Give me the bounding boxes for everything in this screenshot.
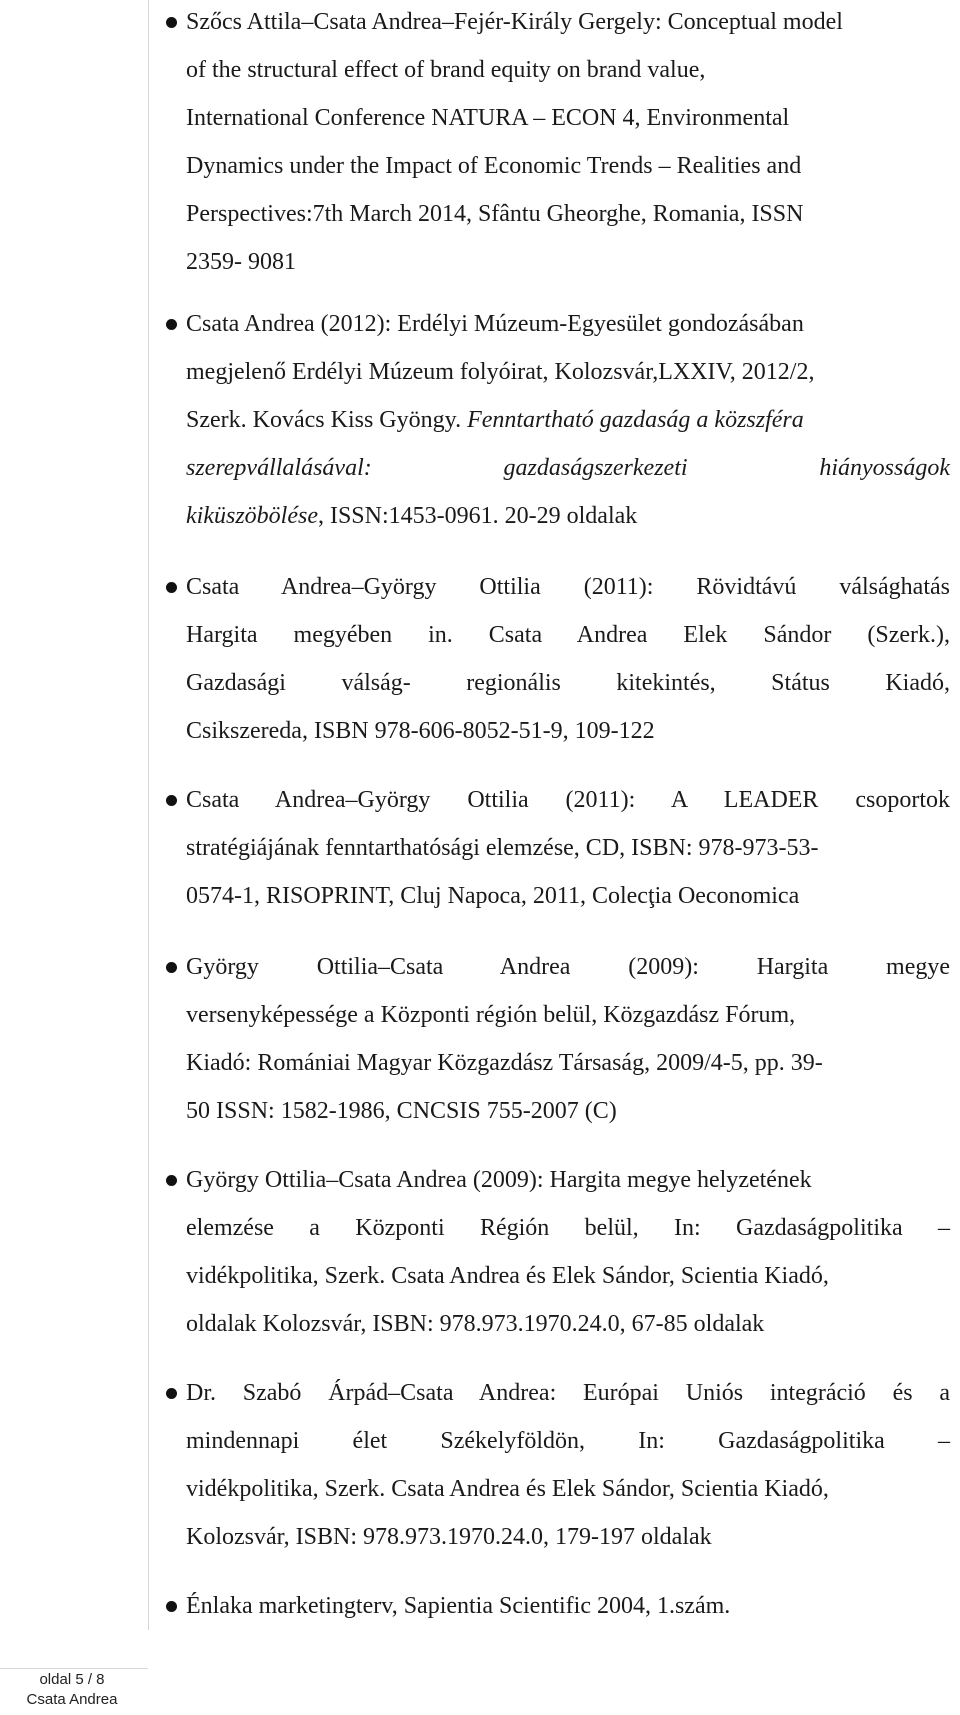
- entry-line: International Conference NATURA – ECON 4, Environmental: [186, 105, 790, 131]
- entry-line: Kiadó: Romániai Magyar Közgazdász Társaság, 2009/4-5, pp. 39-: [186, 1050, 823, 1076]
- entry-title-italic: kiküszöbölése: [186, 503, 318, 529]
- entry-line: Csata Andrea (2012): Erdélyi Múzeum-Egyesület gondozásában: [186, 311, 804, 337]
- publication-entry: [186, 776, 950, 920]
- entry-text: Szerk. Kovács Kiss Gyöngy.: [186, 407, 468, 433]
- entry-title-italic: szerepvállalásával: gazdaságszerkezeti hiányosságok: [186, 455, 950, 481]
- page-number: oldal 5 / 8: [39, 1671, 105, 1688]
- entry-line: [186, 492, 950, 540]
- entry-line: elemzése a Központi Régión belül, In: Gazdaságpolitika –: [186, 1215, 950, 1241]
- entry-line: vidékpolitika, Szerk. Csata Andrea és Elek Sándor, Scientia Kiadó,: [186, 1263, 829, 1289]
- entry-line: Perspectives:7th March 2014, Sfântu Gheorghe, Romania, ISSN: [186, 201, 804, 227]
- entry-line: Szőcs Attila–Csata Andrea–Fejér-Király Gergely: Conceptual model: [186, 9, 843, 35]
- entry-line: György Ottilia–Csata Andrea (2009): Hargita megye helyzetének: [186, 1167, 812, 1193]
- entry-line: stratégiájának fenntarthatósági elemzése, CD, ISBN: 978-973-53-: [186, 835, 819, 861]
- entry-line: vidékpolitika, Szerk. Csata Andrea és Elek Sándor, Scientia Kiadó,: [186, 1476, 829, 1502]
- bullet-icon: [166, 1175, 177, 1186]
- entry-line: 2359- 9081: [186, 249, 296, 275]
- bullet-icon: [166, 962, 177, 973]
- entry-line: Dynamics under the Impact of Economic Trends – Realities and: [186, 153, 802, 179]
- entry-line: Csata Andrea–György Ottilia (2011): Rövidtávú válsághatás: [186, 574, 950, 600]
- entry-line: György Ottilia–Csata Andrea (2009): Hargita megye: [186, 954, 950, 980]
- publication-entry: [186, 943, 950, 1135]
- publication-entry: [186, 1369, 950, 1561]
- entry-line: [186, 444, 950, 492]
- entry-line: Gazdasági válság- regionális kitekintés, Státus Kiadó,: [186, 670, 950, 696]
- publication-entry: [186, 0, 950, 286]
- entry-title-italic: Fenntartható gazdaság a közszféra: [467, 407, 804, 433]
- bullet-icon: [166, 1388, 177, 1399]
- bullet-icon: [166, 1601, 177, 1612]
- publication-entry: [186, 1156, 950, 1348]
- bullet-icon: [166, 17, 177, 28]
- entry-line: Énlaka marketingterv, Sapientia Scientific 2004, 1.szám.: [186, 1593, 731, 1619]
- entry-line: Hargita megyében in. Csata Andrea Elek Sándor (Szerk.),: [186, 622, 950, 648]
- entry-line: megjelenő Erdélyi Múzeum folyóirat, Kolozsvár,LXXIV, 2012/2,: [186, 359, 815, 385]
- entry-line: of the structural effect of brand equity on brand value,: [186, 57, 706, 83]
- entry-line: Dr. Szabó Árpád–Csata Andrea: Európai Uniós integráció és a: [186, 1380, 950, 1406]
- entry-line: Kolozsvár, ISBN: 978.973.1970.24.0, 179-197 oldalak: [186, 1524, 712, 1550]
- publication-entry: [186, 1582, 950, 1630]
- entry-line: [186, 396, 950, 444]
- bullet-icon: [166, 795, 177, 806]
- publication-entry: [186, 563, 950, 755]
- entry-line: oldalak Kolozsvár, ISBN: 978.973.1970.24.0, 67-85 oldalak: [186, 1311, 765, 1337]
- entry-line: 0574-1, RISOPRINT, Cluj Napoca, 2011, Colecţia Oeconomica: [186, 883, 800, 909]
- entry-line: versenyképessége a Központi régión belül, Közgazdász Fórum,: [186, 1002, 796, 1028]
- footer-author: Csata Andrea: [26, 1691, 118, 1708]
- entry-line: Csata Andrea–György Ottilia (2011): A LEADER csoportok: [186, 787, 950, 813]
- entry-line: Csikszereda, ISBN 978-606-8052-51-9, 109-122: [186, 718, 655, 744]
- entry-line: mindennapi élet Székelyföldön, In: Gazdaságpolitika –: [186, 1428, 950, 1454]
- publication-entry: [186, 300, 950, 540]
- entry-line: 50 ISSN: 1582-1986, CNCSIS 755-2007 (C): [186, 1098, 617, 1124]
- entry-text: , ISSN:1453-0961. 20-29 oldalak: [317, 503, 638, 529]
- bullet-icon: [166, 582, 177, 593]
- bullet-icon: [166, 319, 177, 330]
